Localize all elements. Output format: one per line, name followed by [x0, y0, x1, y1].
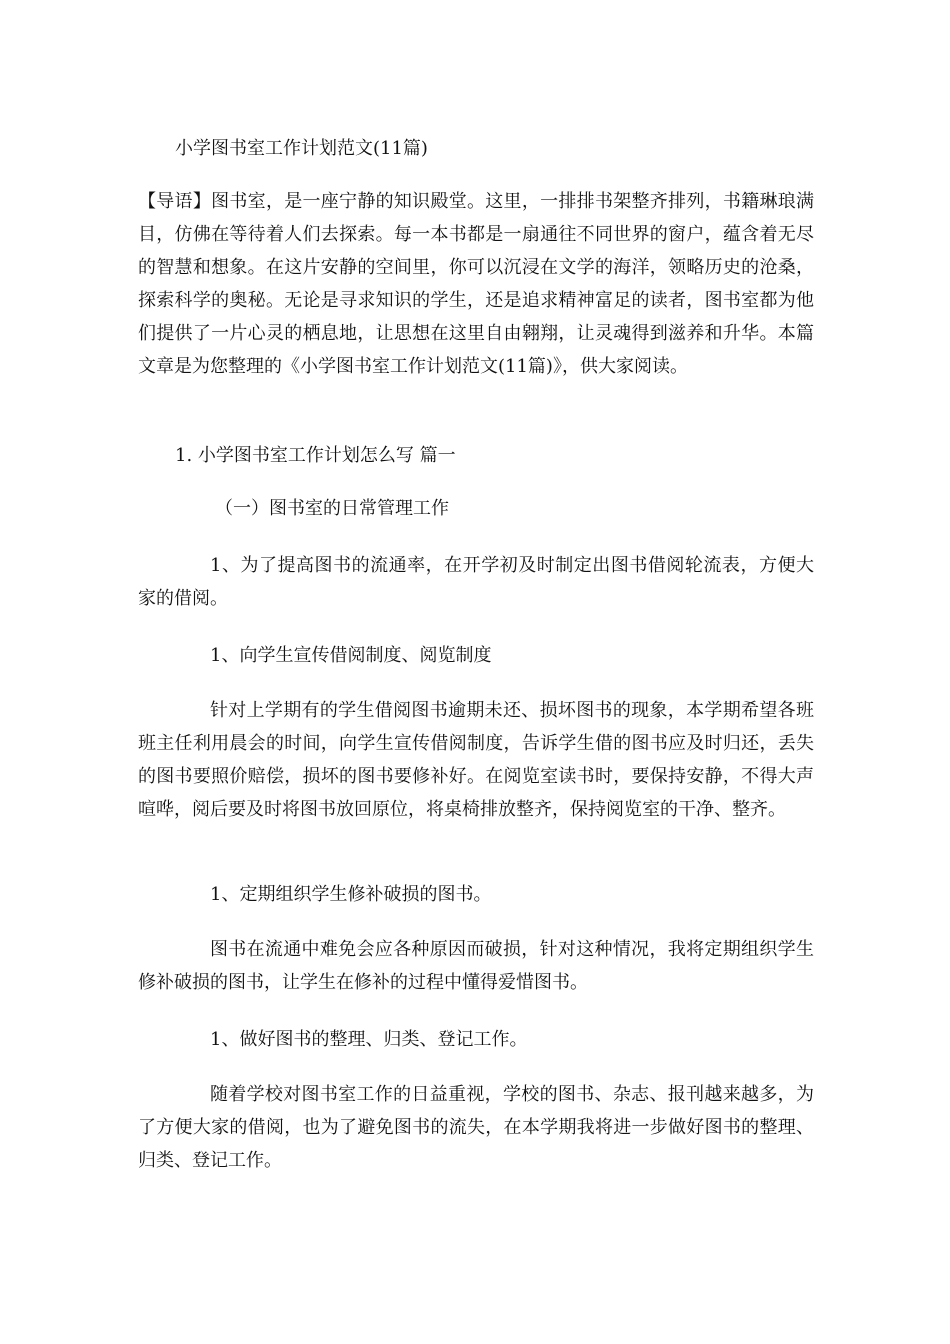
rules-paragraph: 针对上学期有的学生借阅图书逾期未还、损坏图书的现象，本学期希望各班班主任利用晨会的时间，向学生宣传借阅制度，告诉学生借的图书应及时归还，丢失的图书要照价赔偿，损坏的图书要修补好。在阅览室读书时，要保持安静，不得大声喧哗，阅后要及时将图书放回原位，将桌椅排放整齐，保持阅览室的干净、整齐。 — [138, 700, 814, 820]
document-title: 小学图书室工作计划范文(11篇) — [175, 138, 428, 159]
item-organize-heading: 1、做好图书的整理、归类、登记工作。 — [210, 1029, 528, 1050]
repair-paragraph: 图书在流通中难免会应各种原因而破损，针对这种情况，我将定期组织学生修补破损的图书，让学生在修补的过程中懂得爱惜图书。 — [138, 939, 814, 993]
section-heading: 1. 小学图书室工作计划怎么写 篇一 — [175, 445, 456, 466]
item-repair-heading: 1、定期组织学生修补破损的图书。 — [210, 884, 492, 905]
organize-paragraph: 随着学校对图书室工作的日益重视，学校的图书、杂志、报刊越来越多，为了方便大家的借阅，也为了避免图书的流失，在本学期我将进一步做好图书的整理、归类、登记工作。 — [138, 1084, 814, 1171]
item-circulation-paragraph: 1、为了提高图书的流通率，在开学初及时制定出图书借阅轮流表，方便大家的借阅。 — [138, 555, 814, 609]
intro-paragraph: 【导语】图书室，是一座宁静的知识殿堂。这里，一排排书架整齐排列，书籍琳琅满目，仿佛在等待着人们去探索。每一本书都是一扇通往不同世界的窗户，蕴含着无尽的智慧和想象。在这片安静的空间里，你可以沉浸在文学的海洋，领略历史的沧桑，探索科学的奥秘。无论是寻求知识的学生，还是追求精神富足的读者，图书室都为他们提供了一片心灵的栖息地，让思想在这里自由翱翔，让灵魂得到滋养和升华。本篇文章是为您整理的《小学图书室工作计划范文(11篇)》，供大家阅读。 — [138, 191, 814, 377]
subheading: （一）图书室的日常管理工作 — [215, 498, 449, 519]
item-rules-heading: 1、向学生宣传借阅制度、阅览制度 — [210, 645, 492, 666]
